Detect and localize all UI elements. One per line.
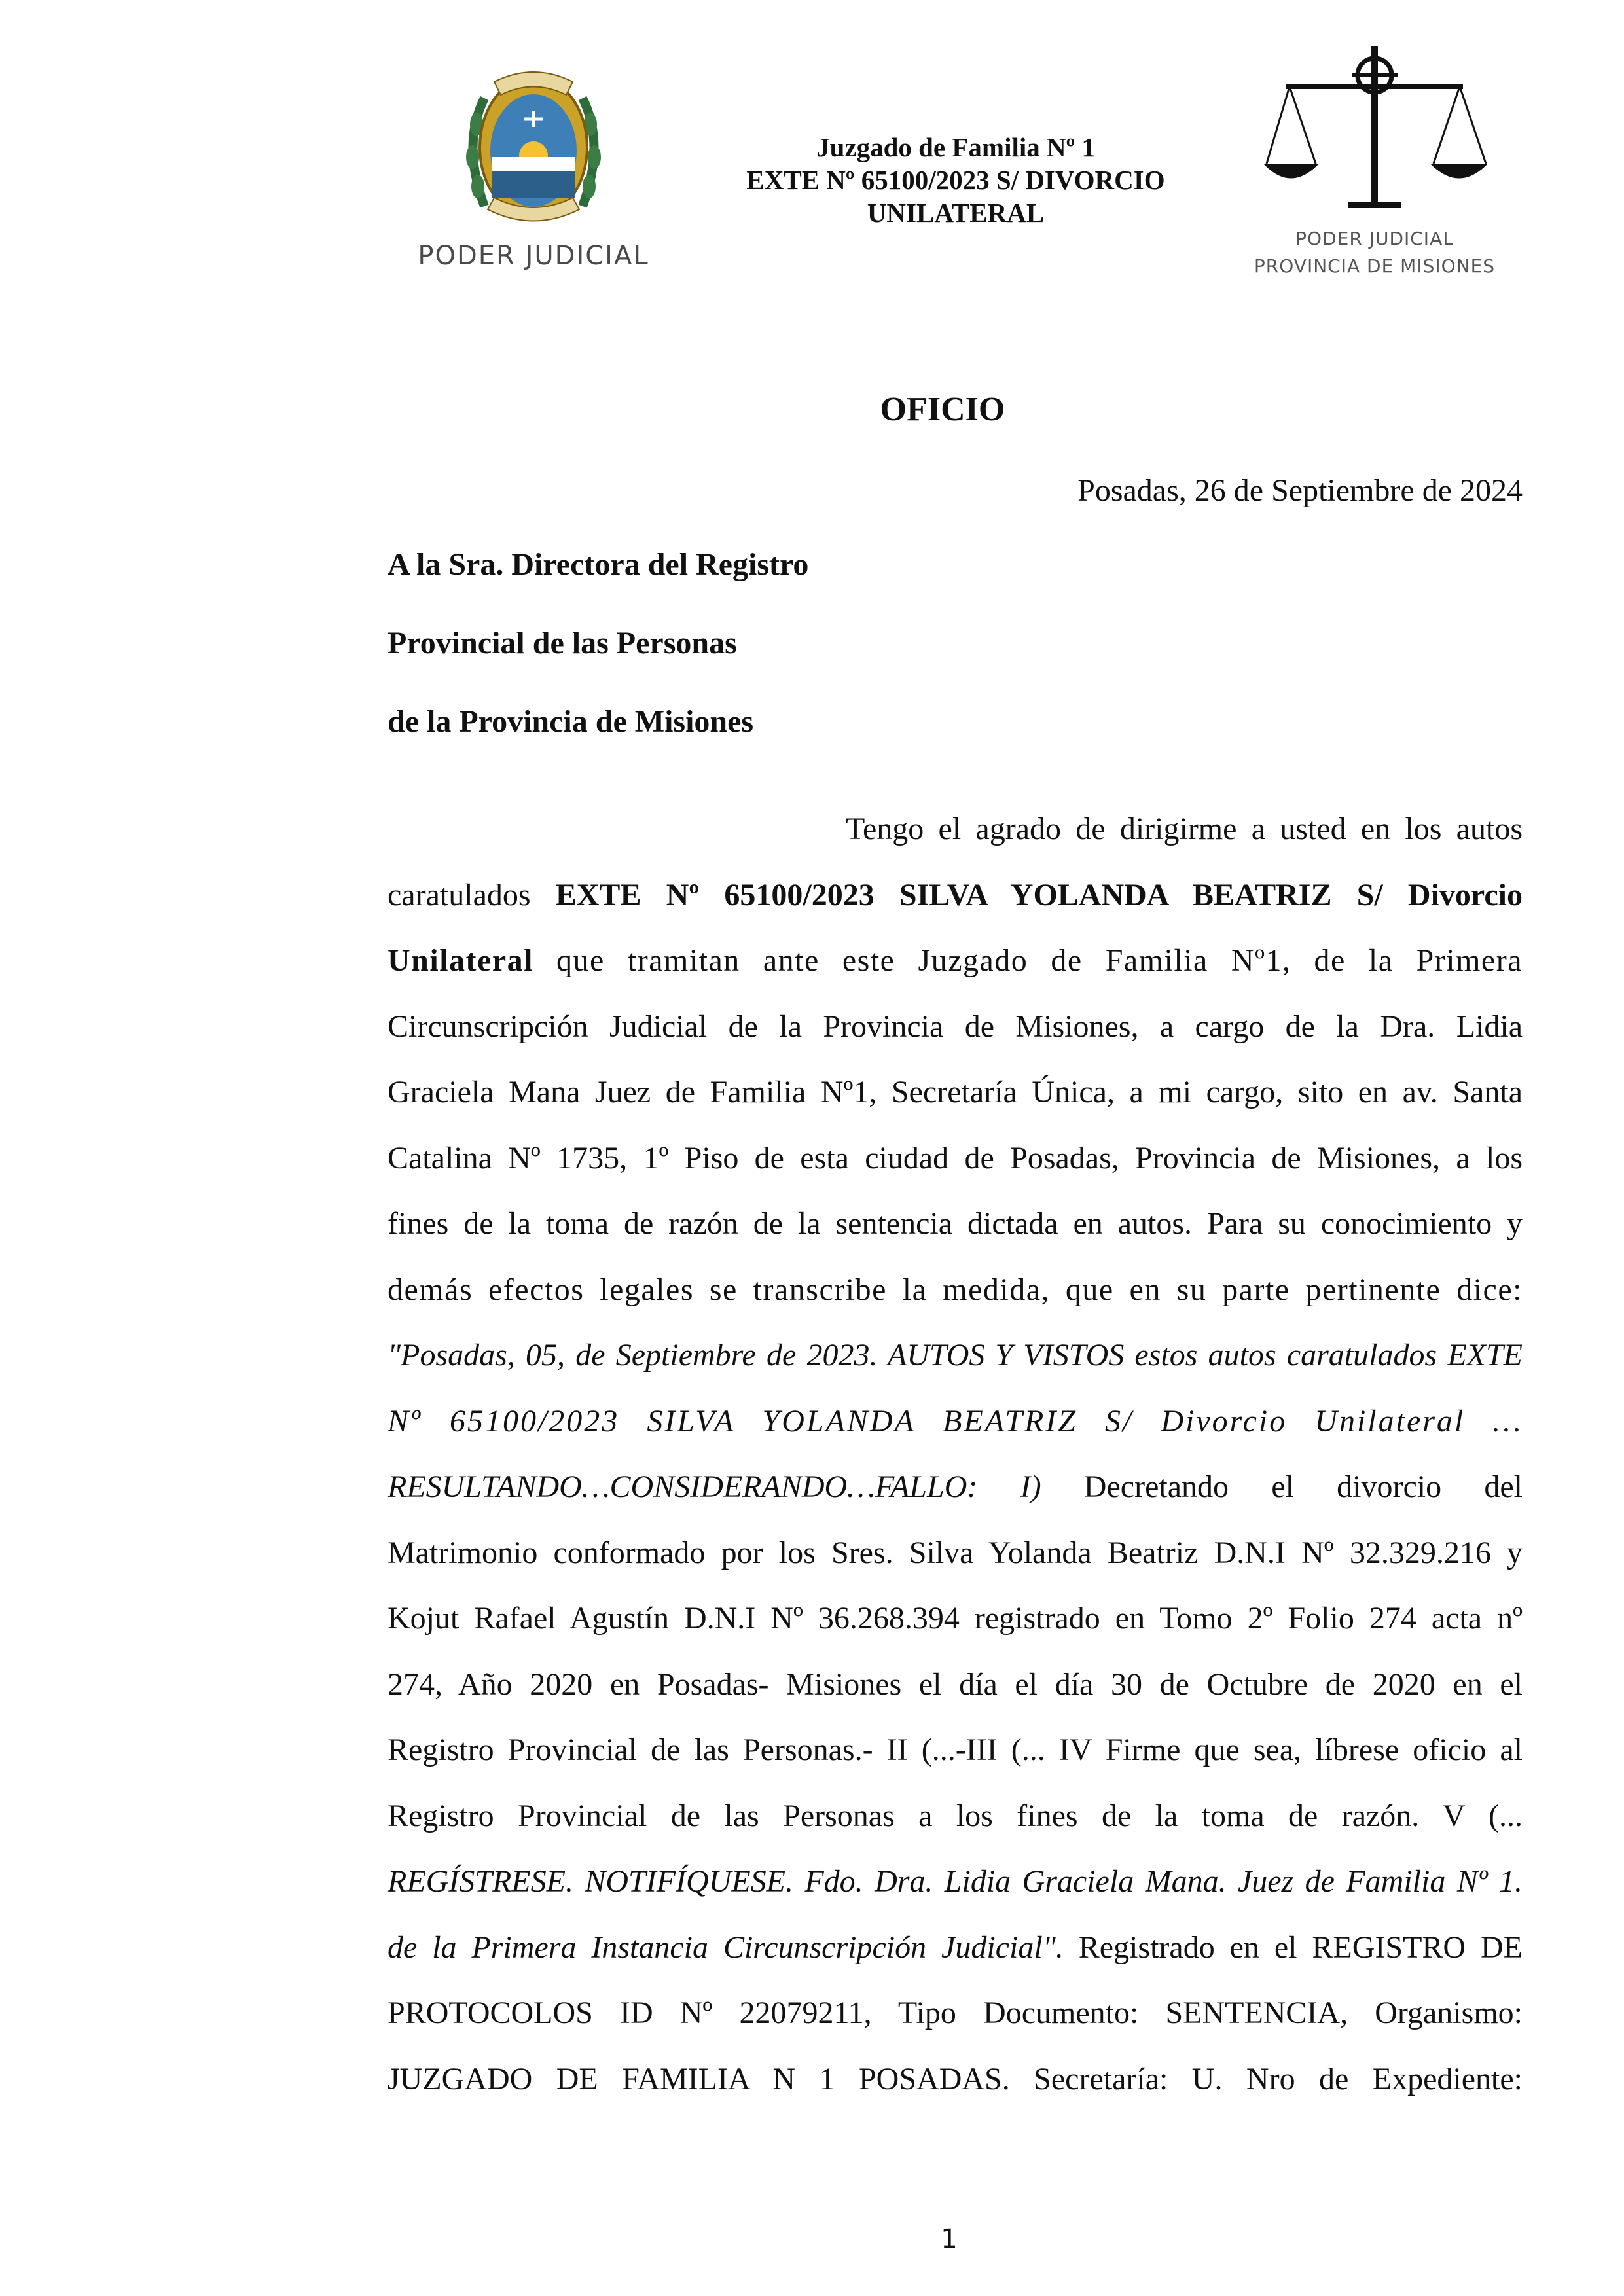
quoted-ruling: RESULTANDO…CONSIDERANDO…FALLO: I) — [388, 1469, 1041, 1504]
provincia-misiones-seal-icon — [458, 59, 609, 236]
right-logo-caption-line2: PROVINCIA DE MISIONES — [1254, 255, 1496, 277]
body-line — [388, 928, 1523, 994]
body-line — [388, 863, 1523, 929]
body-line: Catalina Nº 1735, 1º Piso de esta ciudad de Posadas, Provincia de Misiones, a los — [388, 1140, 1523, 1175]
addressee-line: Provincial de las Personas — [388, 626, 737, 660]
poder-judicial-seal-logo — [403, 59, 664, 281]
body-line — [388, 1915, 1523, 1981]
body-line: demás efectos legales se transcribe la medida, que en su parte pertinente dice: — [388, 1272, 1523, 1307]
body-line: Registro Provincial de las Personas a los fines de la toma de razón. V (... — [388, 1798, 1523, 1833]
body-text: que tramitan ante este Juzgado de Familia Nº1, de la Primera — [533, 943, 1523, 978]
quoted-ruling: REGÍSTRESE. NOTIFÍQUESE. Fdo. Dra. Lidia Graciela Mana. Juez de Familia Nº 1. — [388, 1864, 1523, 1899]
body-text: Decretando el divorcio del — [1041, 1469, 1523, 1504]
quoted-ruling: de la Primera Instancia Circunscripción Judicial". — [388, 1929, 1064, 1965]
body-line: Circunscripción Judicial de la Provincia de Misiones, a cargo de la Dra. Lidia — [388, 1009, 1523, 1044]
body-line: 274, Año 2020 en Posadas- Misiones el día el día 30 de Octubre de 2020 en el — [388, 1666, 1523, 1702]
body-line: JUZGADO DE FAMILIA N 1 POSADAS. Secretaría: U. Nro de Expediente: — [388, 2061, 1523, 2096]
scales-of-justice-icon — [1260, 46, 1489, 223]
case-caption-bold: EXTE Nº 65100/2023 SILVA YOLANDA BEATRIZ S/ Divorcio — [555, 877, 1523, 912]
body-line: Graciela Mana Juez de Familia Nº1, Secretaría Única, a mi cargo, sito en av. Santa — [388, 1075, 1523, 1109]
body-line: Tengo el agrado de dirigirme a usted en los autos — [846, 812, 1523, 846]
addressee-line: A la Sra. Directora del Registro — [388, 547, 809, 582]
body-line — [388, 1454, 1523, 1520]
body-line: Kojut Rafael Agustín D.N.I Nº 36.268.394 registrado en Tomo 2º Folio 274 acta nº — [388, 1601, 1523, 1636]
place-and-date: Posadas, 26 de Septiembre de 2024 — [1077, 473, 1523, 508]
court-name: Juzgado de Familia Nº 1 — [816, 132, 1095, 162]
right-logo-caption-line1: PODER JUDICIAL — [1295, 228, 1454, 249]
document-header — [0, 0, 1624, 301]
body-text: caratulados — [388, 877, 556, 912]
quoted-ruling: "Posadas, 05, de Septiembre de 2023. AUTOS Y VISTOS estos autos caratulados EXTE — [388, 1338, 1523, 1372]
case-header — [681, 131, 1231, 229]
body-text: Registrado en el REGISTRO DE — [1063, 1929, 1523, 1965]
addressee-line: de la Provincia de Misiones — [388, 704, 754, 739]
body-line — [388, 1323, 1523, 1389]
body-line: Matrimonio conformado por los Sres. Silva Yolanda Beatriz D.N.I Nº 32.329.216 y — [388, 1535, 1523, 1570]
body-line: fines de la toma de razón de la sentencia dictada en autos. Para su conocimiento y — [388, 1206, 1523, 1241]
body-line: PROTOCOLOS ID Nº 22079211, Tipo Documento: SENTENCIA, Organismo: — [388, 1996, 1523, 2030]
case-number: EXTE Nº 65100/2023 S/ DIVORCIO — [746, 165, 1165, 195]
document-title: OFICIO — [880, 391, 1005, 428]
case-type: UNILATERAL — [867, 198, 1045, 228]
body-line: Registro Provincial de las Personas.- II (...-III (... IV Firme que sea, líbrese oficio al — [388, 1732, 1523, 1767]
case-caption-bold: Unilateral — [388, 943, 533, 978]
body-line — [388, 1849, 1523, 1915]
quoted-ruling: Nº 65100/2023 SILVA YOLANDA BEATRIZ S/ Divorcio Unilateral … — [388, 1403, 1523, 1439]
justice-scales-logo — [1231, 46, 1519, 288]
addressee-block — [388, 547, 808, 782]
document-body — [388, 797, 1523, 2112]
page-number: 1 — [941, 2224, 958, 2254]
body-line — [388, 1389, 1523, 1455]
left-logo-caption: PODER JUDICIAL — [418, 241, 649, 271]
